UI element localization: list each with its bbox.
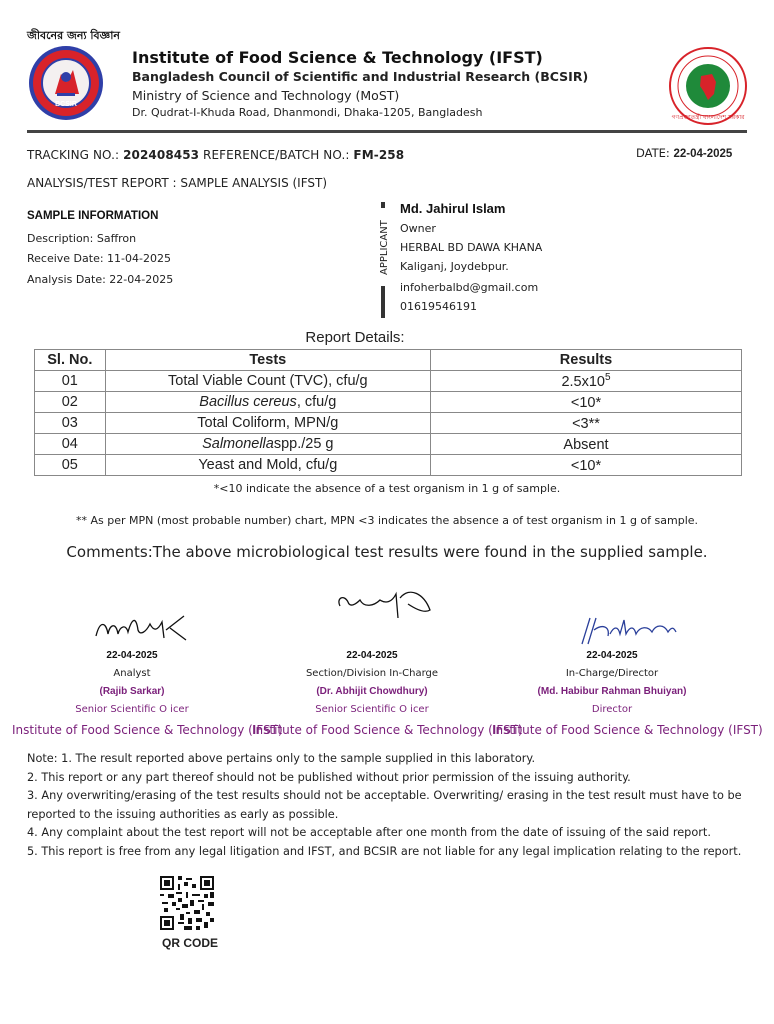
row-result: <10*	[431, 392, 742, 413]
row-sl: 03	[35, 413, 106, 434]
signatory-name: (Dr. Abhijit Chowdhury)	[316, 686, 428, 697]
row-sl: 04	[35, 434, 106, 455]
row-result: <3**	[431, 413, 742, 434]
table-row	[35, 392, 742, 413]
applicant-phone: 01619546191	[400, 300, 477, 313]
note-item: 3. Any overwriting/erasing of the test results should not be acceptable. Overwriting/ erasing in the test result must have to be reported to the issuing authorities as early as possible.	[27, 789, 742, 821]
report-notes	[27, 750, 757, 861]
signatory-title: Senior Scientific O icer	[75, 704, 189, 715]
applicant-label: APPLICANT	[379, 220, 390, 275]
reference-number: FM-258	[353, 148, 405, 162]
sample-receive-date: Receive Date: 11-04-2025	[27, 252, 171, 265]
applicant-bar-top	[381, 202, 385, 208]
table-row	[35, 434, 742, 455]
applicant-email: infoherbalbd@gmail.com	[400, 281, 539, 294]
applicant-name: Md. Jahirul Islam	[400, 201, 506, 216]
applicant-role: Owner	[400, 222, 436, 235]
results-header-row	[35, 350, 742, 371]
government-seal-icon	[668, 46, 748, 126]
signatory-institute: Institute of Food Science & Technology (IFST)	[12, 723, 283, 737]
header-divider	[27, 130, 747, 133]
signatory-name: (Rajib Sarkar)	[99, 686, 165, 697]
applicant-vertical-label	[368, 217, 398, 277]
division-incharge-signature	[334, 584, 438, 632]
note-item: Note: 1. The result reported above pertains only to the sample supplied in this laboratory.	[27, 752, 536, 765]
signatory-institute: Institute of Food Science & Technology (IFST)	[252, 723, 523, 737]
row-result: $2.5x10^5$	[431, 371, 742, 392]
report-details-title: Report Details:	[305, 329, 405, 346]
sample-info-title: SAMPLE INFORMATION	[27, 210, 159, 222]
signatory-director	[492, 650, 763, 737]
sample-description: Description: Saffron	[27, 232, 137, 245]
note-item: 2. This report or any part thereof should not be published without prior permission of the issuing authority.	[27, 770, 631, 784]
ministry-name: Ministry of Science and Technology (MoST)	[132, 88, 400, 103]
header-sl-no: Sl. No.	[35, 350, 106, 371]
report-type: ANALYSIS/TEST REPORT : SAMPLE ANALYSIS (IFST)	[27, 176, 328, 190]
director-signature	[578, 612, 678, 648]
signatory-date: 22-04-2025	[106, 650, 158, 661]
row-result: Absent	[431, 434, 742, 455]
sample-analysis-date: Analysis Date: 22-04-2025	[27, 273, 174, 286]
signatory-division-incharge	[252, 650, 523, 737]
analyst-signature	[92, 602, 192, 646]
signatory-role: In-Charge/Director	[565, 668, 659, 679]
row-test: Total Viable Count (TVC), cfu/g	[105, 371, 430, 392]
signatory-date: 22-04-2025	[586, 650, 638, 661]
row-test: Bacillus cereus, cfu/g	[105, 392, 430, 413]
applicant-location: Kaliganj, Joydebpur.	[400, 260, 509, 273]
results-table	[34, 349, 742, 476]
tracking-line	[27, 148, 404, 162]
signatory-date: 22-04-2025	[346, 650, 398, 661]
row-result: <10*	[431, 455, 742, 476]
tracking-label: TRACKING NO.:	[27, 148, 120, 162]
comments: Comments:The above microbiological test results were found in the supplied sample.	[66, 543, 708, 561]
signatory-title: Senior Scientific O icer	[315, 704, 429, 715]
signatory-institute: Institute of Food Science & Technology (IFST)	[492, 723, 763, 737]
row-test: Salmonellaspp./25 g	[105, 434, 430, 455]
header-tagline: জীবনের জন্য বিজ্ঞান	[27, 29, 120, 42]
institute-address: Dr. Qudrat-I-Khuda Road, Dhanmondi, Dhaka-1205, Bangladesh	[132, 106, 483, 119]
header-results: Results	[431, 350, 742, 371]
signatory-title: Director	[591, 704, 633, 715]
institute-title: Institute of Food Science & Technology (IFST)	[132, 48, 543, 67]
reference-label: REFERENCE/BATCH NO.:	[203, 148, 350, 162]
signatory-role: Section/Division In-Charge	[305, 668, 439, 679]
signatory-role: Analyst	[113, 668, 151, 679]
table-row	[35, 455, 742, 476]
row-sl: 02	[35, 392, 106, 413]
row-sl: 05	[35, 455, 106, 476]
government-seal-label: গণপ্রজাতন্ত্রী বাংলাদেশ সরকার	[671, 114, 745, 121]
table-row	[35, 371, 742, 392]
applicant-bar-bottom	[381, 286, 385, 318]
note-item: 5. This report is free from any legal litigation and IFST, and BCSIR are not liable for any legal implication relating to the report.	[27, 844, 742, 858]
row-sl: 01	[35, 371, 106, 392]
report-date-line	[636, 146, 732, 160]
bcsir-logo-label: BCSIR	[55, 101, 77, 108]
bcsir-logo-icon	[27, 44, 105, 122]
row-test: Total Coliform, MPN/g	[105, 413, 430, 434]
header-tests: Tests	[105, 350, 430, 371]
footnote-double-star: ** As per MPN (most probable number) chart, MPN <3 indicates the absence a of test organism in 1 g of sample.	[75, 514, 699, 527]
table-row	[35, 413, 742, 434]
tracking-number: 202408453	[123, 148, 200, 162]
report-date: 22-04-2025	[673, 148, 733, 160]
footnote-single-star: *<10 indicate the absence of a test organism in 1 g of sample.	[213, 482, 561, 495]
date-label: DATE:	[636, 146, 670, 160]
signatory-name: (Md. Habibur Rahman Bhuiyan)	[537, 686, 687, 697]
qr-code-label: QR CODE	[162, 936, 219, 950]
council-name: Bangladesh Council of Scientific and Industrial Research (BCSIR)	[132, 69, 589, 84]
signatory-analyst	[12, 650, 283, 737]
row-test: Yeast and Mold, cfu/g	[105, 455, 430, 476]
note-item: 4. Any complaint about the test report will not be acceptable after one month from the date of issuing of the said report.	[27, 826, 711, 839]
applicant-company: HERBAL BD DAWA KHANA	[400, 241, 543, 254]
qr-code-icon	[160, 876, 214, 930]
